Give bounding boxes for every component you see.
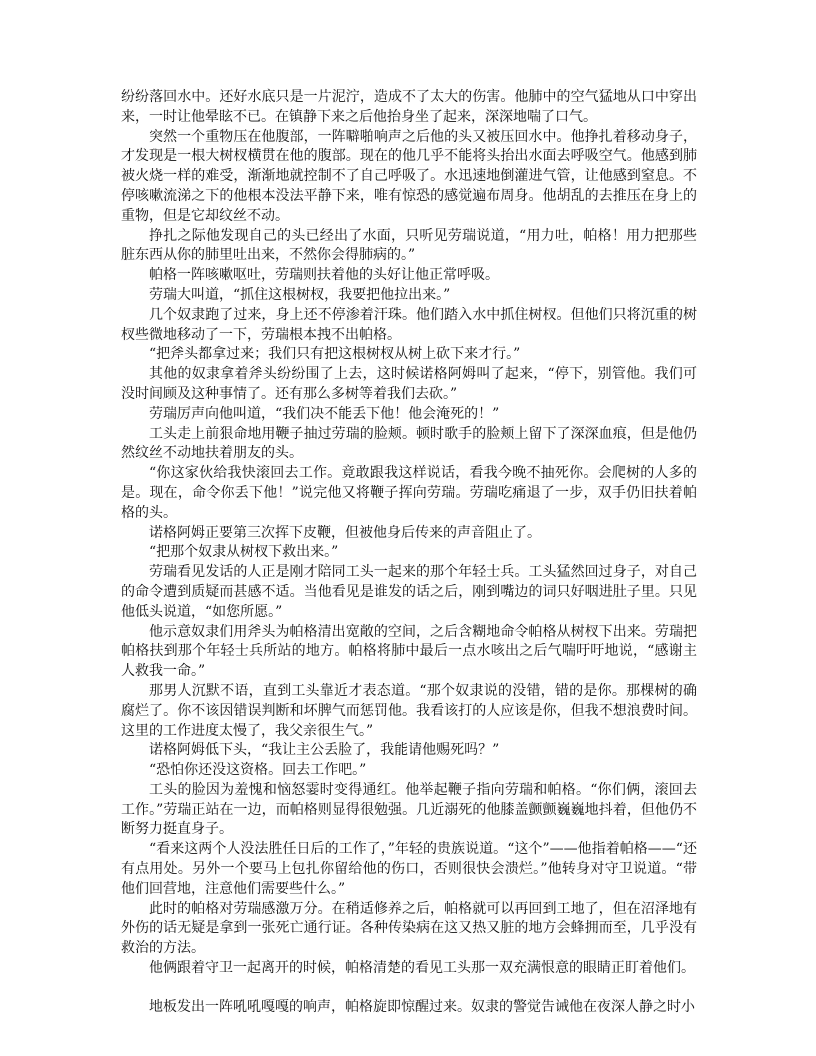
paragraph: 地板发出一阵吼吼嘎嘎的响声，帕格旋即惊醒过来。奴隶的警觉告诫他在夜深人静之时小 — [149, 998, 695, 1015]
paragraph: 他示意奴隶们用斧头为帕格清出宽敞的空间，之后含糊地命令帕格从树杈下出来。劳瑞把帕格扶到那个年轻士兵所站的地方。帕格将肺中最后一点水咳出之后气喘吁吁地说，“感谢主人救我一命。” — [121, 623, 697, 680]
paragraph: 诺格阿姆正要第三次挥下皮鞭，但被他身后传来的声音阻止了。 — [149, 524, 541, 541]
paragraph: 劳瑞厉声向他叫道，“我们决不能丢下他！他会淹死的！” — [149, 405, 500, 422]
paragraph: 工头的脸因为羞愧和恼怒霎时变得通红。他举起鞭子指向劳瑞和帕格。“你们俩，滚回去工作。”劳瑞正站在一边，而帕格则显得很勉强。几近溺死的他膝盖颤颤巍巍地抖着，但他仍不断努力挺直身子。 — [121, 781, 697, 838]
paragraph: “把那个奴隶从树杈下救出来。” — [149, 544, 339, 561]
paragraph: 他俩跟着守卫一起离开的时候，帕格清楚的看见工头那一双充满恨意的眼睛正盯着他们。 — [149, 960, 695, 977]
paragraph: “恐怕你还没这资格。回去工作吧。” — [149, 762, 367, 779]
paragraph: 那男人沉默不语，直到工头靠近才表态道。“那个奴隶说的没错，错的是你。那棵树的确腐烂了。你不该因错误判断和坏脾气而惩罚他。我看该打的人应该是你，但我不想浪费时间。这里的工作进度太慢了，我父亲很生气。” — [121, 682, 697, 739]
document-page — [121, 88, 697, 1018]
paragraph: 劳瑞大叫道，“抓住这根树杈，我要把他拉出来。” — [149, 286, 451, 303]
paragraph: “你这家伙给我快滚回去工作。竟敢跟我这样说话，看我今晚不抽死你。会爬树的人多的是。现在，命令你丢下他！”说完他又将鞭子挥向劳瑞。劳瑞吃痛退了一步，双手仍旧扶着帕格的头。 — [121, 465, 697, 521]
paragraph: 帕格一阵咳嗽呕吐，劳瑞则扶着他的头好让他正常呼吸。 — [149, 267, 499, 284]
paragraph: “看来这两个人没法胜任日后的工作了，”年轻的贵族说道。“这个”——他指着帕格——“还有点用处。另外一个要马上包扎你留给他的伤口，否则很快会溃烂。”他转身对守卫说道。“带他们回营地，注意他们需要些什么。” — [121, 841, 697, 897]
paragraph: 纷纷落回水中。还好水底只是一片泥泞，造成不了太大的伤害。他肺中的空气猛地从口中穿出来，一时让他晕眩不已。在镇静下来之后他抬身坐了起来，深深地喘了口气。 — [121, 89, 697, 125]
paragraph: 劳瑞看见发话的人正是刚才陪同工头一起来的那个年轻士兵。工头猛然回过身子，对自己的命令遭到质疑而甚感不适。当他看见是谁发的话之后，刚到嘴边的词只好咽进肚子里。只见他低头说道，“如您所愿。” — [121, 564, 697, 620]
paragraph: 突然一个重物压在他腹部，一阵噼啪响声之后他的头又被压回水中。他挣扎着移动身子，才发现是一根大树杈横贯在他的腹部。现在的他几乎不能将头抬出水面去呼吸空气。他感到肺被火烧一样的难受，渐渐地就控制不了自己呼吸了。水迅速地倒灌进气管，让他感到窒息。不停咳嗽流涕之下的他根本没法平静下来，唯有惊恐的感觉遍布周身。他胡乱的去推压在身上的重物，但是它却纹丝不动。 — [121, 128, 697, 224]
paragraph: 此时的帕格对劳瑞感激万分。在稍适修养之后，帕格就可以再回到工地了，但在沼泽地有外伤的话无疑是拿到一张死亡通行证。各种传染病在这又热又脏的地方会蜂拥而至，几乎没有救治的方法。 — [121, 900, 697, 957]
paragraph: “把斧头都拿过来；我们只有把这根树杈从树上砍下来才行。” — [149, 346, 521, 363]
paragraph: 几个奴隶跑了过来，身上还不停渗着汗珠。他们踏入水中抓住树杈。但他们只将沉重的树杈些微地移动了一下，劳瑞根本拽不出帕格。 — [121, 306, 697, 343]
paragraph: 工头走上前狠命地用鞭子抽过劳瑞的脸颊。顿时歌手的脸颊上留下了深深血痕，但是他仍然纹丝不动地扶着朋友的头。 — [121, 425, 697, 462]
paragraph: 其他的奴隶拿着斧头纷纷围了上去，这时候诺格阿姆叫了起来，“停下，别管他。我们可没时间顾及这种事情了。还有那么多树等着我们去砍。” — [121, 366, 697, 402]
paragraph: 挣扎之际他发现自己的头已经出了水面，只听见劳瑞说道，“用力吐，帕格！用力把那些脏东西从你的肺里吐出来，不然你会得肺病的。” — [121, 227, 697, 264]
paragraph: 诺格阿姆低下头，“我让主公丢脸了，我能请他赐死吗？” — [149, 742, 500, 759]
